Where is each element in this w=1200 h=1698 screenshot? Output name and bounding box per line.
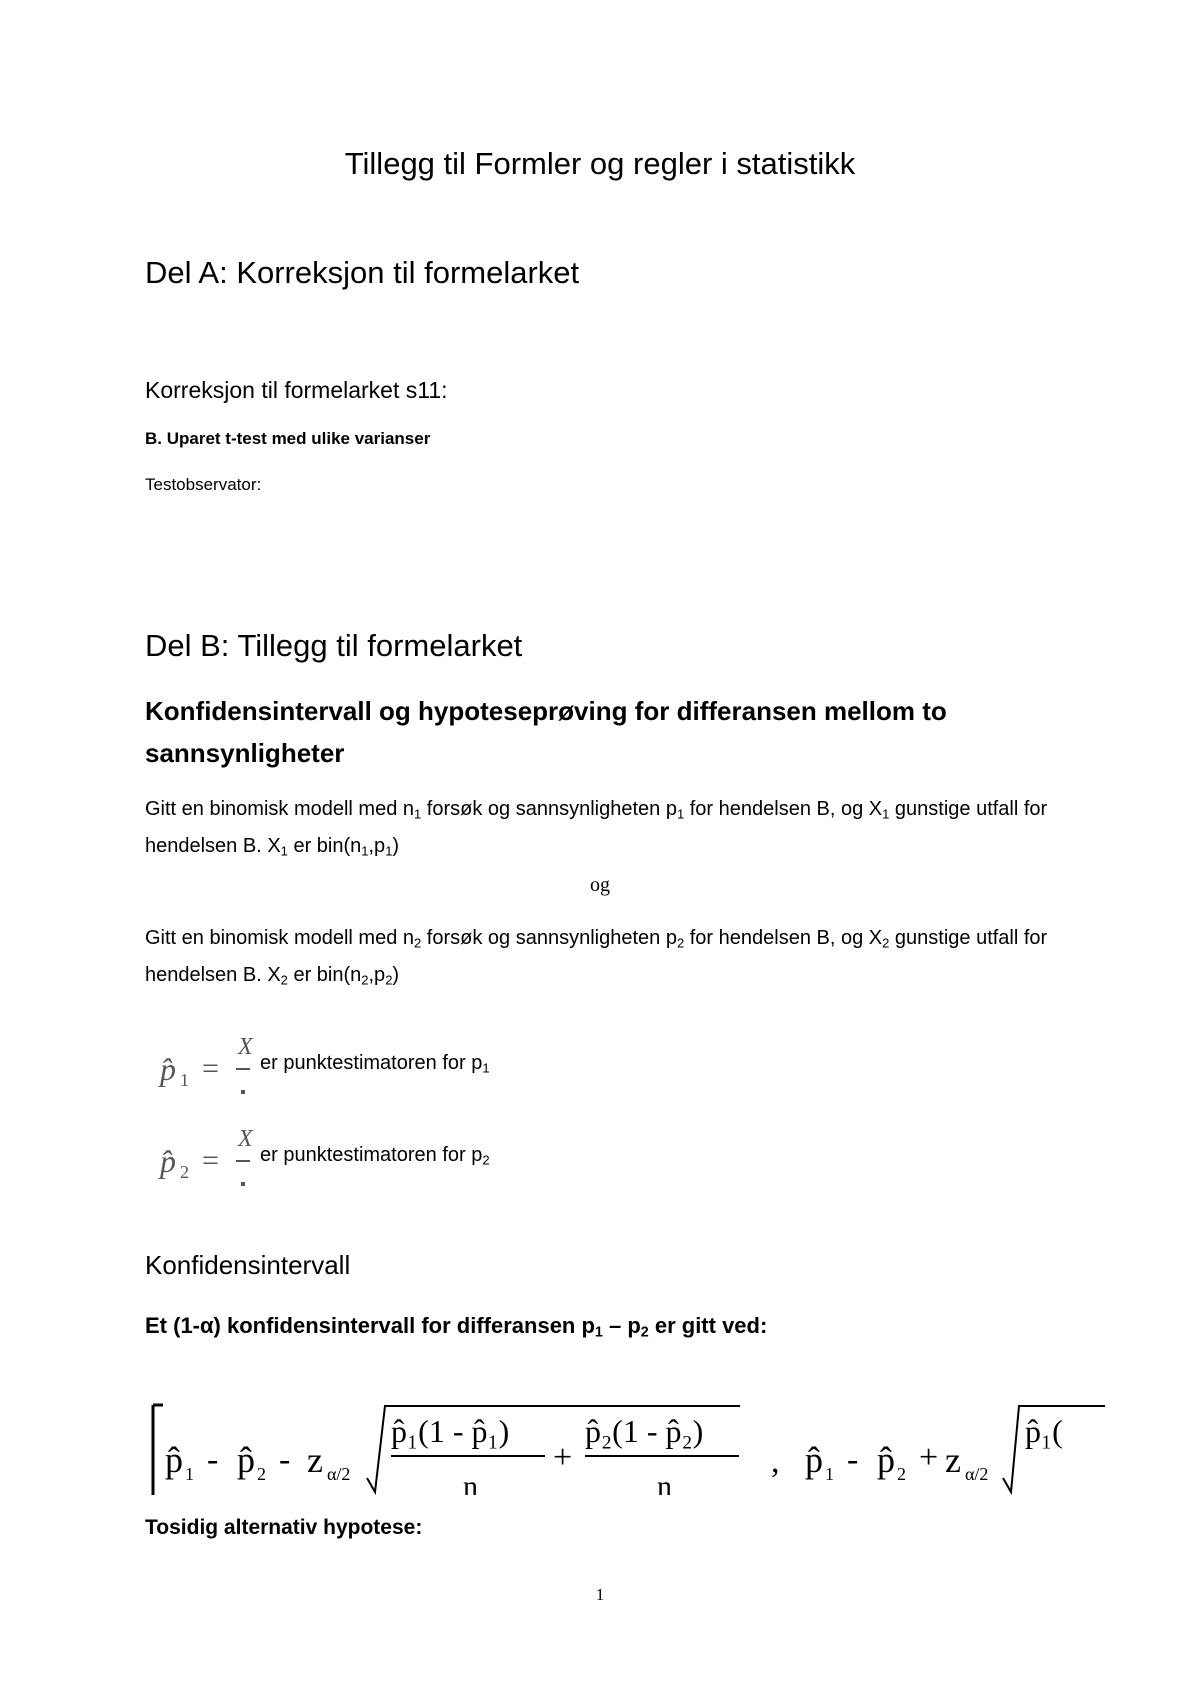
svg-text:p̂: p̂	[237, 1440, 255, 1480]
svg-text:p̂₁(1 - p̂₁): p̂₁(1 - p̂₁)	[391, 1413, 510, 1449]
svg-text:2: 2	[180, 1162, 189, 1182]
section-a-item: B. Uparet t-test med ulike varianser	[145, 429, 431, 448]
document-title: Tillegg til Formler og regler i statistikk	[344, 146, 856, 181]
svg-text:p̂: p̂	[877, 1440, 895, 1480]
estimator-text-1: er punktestimatoren for $p_1$	[260, 1052, 490, 1076]
paragraph-binomial-2: Gitt en binomisk modell med $n_2$ forsøk og sannsynligheten $p_2$ for hendelsen B, og $X_2$ gunstige utfall for hendelsen B. $X_2$ er $bin(n_2,p_2)$	[145, 927, 1048, 988]
svg-text:z: z	[945, 1440, 961, 1480]
svg-text:p̂₂(1 - p̂₂): p̂₂(1 - p̂₂)	[585, 1413, 704, 1449]
svg-text:+: +	[919, 1439, 939, 1476]
two-sided-hypothesis-label: Tosidig alternativ hypotese:	[145, 1516, 423, 1539]
svg-text:X: X	[238, 1126, 253, 1152]
svg-text:-: -	[207, 1441, 219, 1478]
estimator-formula-2	[150, 1122, 260, 1192]
paragraph-binomial-1: Gitt en binomisk modell med $n_1$ forsøk og sannsynligheten $p_1$ for hendelsen B, og $X_1$ gunstige utfall for hendelsen B. $X_1$ er $bin(n_1,p_1)$	[145, 798, 1048, 859]
estimator-text-2: er punktestimatoren for $p_2$	[260, 1144, 490, 1168]
svg-text:p̂: p̂	[160, 1051, 176, 1087]
svg-text:2: 2	[897, 1464, 906, 1484]
svg-text:n: n	[657, 1470, 672, 1495]
svg-text:,: ,	[771, 1443, 780, 1480]
svg-text:-: -	[279, 1441, 291, 1478]
svg-text:α/2: α/2	[327, 1464, 351, 1484]
svg-text:p̂: p̂	[160, 1143, 176, 1179]
section-a-heading: Del A: Korreksjon til formelarket	[145, 255, 580, 290]
svg-text:=: =	[202, 1144, 219, 1177]
svg-text:p̂: p̂	[165, 1440, 183, 1480]
svg-text:1: 1	[185, 1464, 194, 1484]
svg-text:=: =	[202, 1052, 219, 1085]
svg-text:-: -	[847, 1441, 859, 1478]
svg-text:+: +	[553, 1439, 573, 1476]
og-connector: og	[590, 874, 610, 896]
page-number: 1	[595, 1585, 605, 1604]
estimator-formula-1	[150, 1030, 260, 1100]
section-b-heading: Del B: Tillegg til formelarket	[145, 628, 523, 663]
ci-formula-graphic	[145, 1400, 1105, 1495]
svg-text:p̂₁(: p̂₁(	[1025, 1413, 1063, 1449]
svg-text:p̂: p̂	[805, 1440, 823, 1480]
ci-formula	[145, 1400, 1105, 1495]
svg-text:z: z	[307, 1440, 323, 1480]
svg-text:1: 1	[180, 1070, 189, 1090]
section-a-label: Testobservator:	[145, 475, 262, 494]
section-a-subheading: Korreksjon til formelarket s11:	[145, 377, 448, 403]
svg-text:X: X	[238, 1034, 253, 1060]
svg-text:2: 2	[257, 1464, 266, 1484]
svg-text:α/2: α/2	[965, 1464, 989, 1484]
ci-heading: Konfidensintervall	[145, 1250, 351, 1280]
svg-text:1: 1	[825, 1464, 834, 1484]
svg-text:n: n	[463, 1470, 478, 1495]
ci-intro: Et (1-α) konfidensintervall for differansen $p_1 - p_2$ er gitt ved:	[145, 1313, 768, 1341]
section-b-subheading: Konfidensintervall og hypoteseprøving for differansen mellom to sannsynligheter	[145, 696, 947, 768]
